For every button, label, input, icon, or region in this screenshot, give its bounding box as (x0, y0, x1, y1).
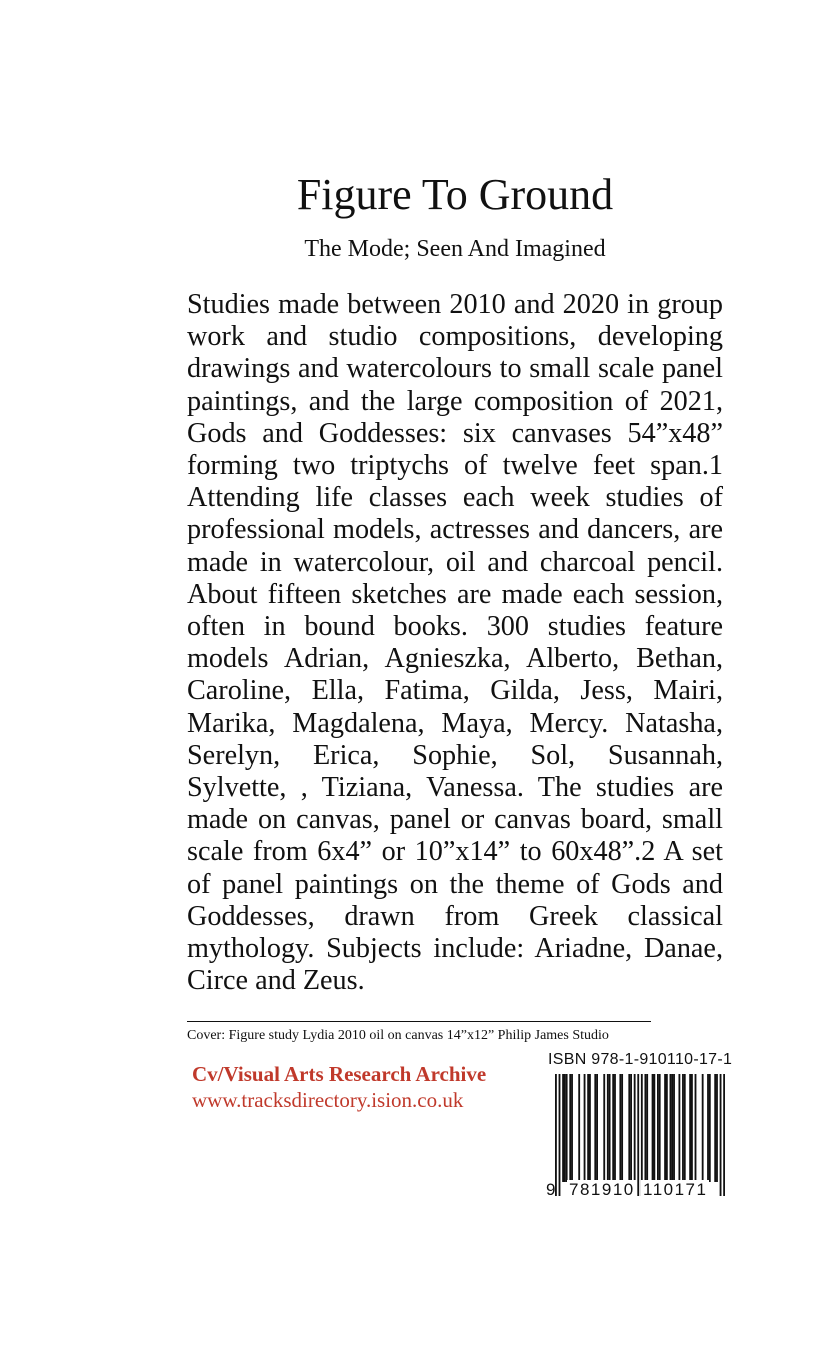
barcode-bar (723, 1074, 725, 1196)
cover-credit: Cover: Figure study Lydia 2010 oil on canvas 14”x12” Philip James Studio (187, 1028, 609, 1043)
barcode-bar (707, 1074, 709, 1182)
barcode-bar (644, 1074, 646, 1182)
footnote-divider (187, 1021, 651, 1022)
barcode-bar (673, 1074, 675, 1182)
barcode-bar (702, 1074, 704, 1182)
barcode-bar (612, 1074, 614, 1182)
book-subtitle: The Mode; Seen And Imagined (304, 236, 606, 262)
barcode-bar (666, 1074, 668, 1182)
barcode-bar (562, 1074, 564, 1182)
barcode-bar (652, 1074, 654, 1182)
publisher-url[interactable]: www.tracksdirectory.ision.co.uk (192, 1088, 464, 1112)
barcode-bar (603, 1074, 605, 1182)
barcode-bar (684, 1074, 686, 1182)
barcode-bar (594, 1074, 596, 1182)
barcode-digits-left: 781910 (569, 1180, 635, 1199)
barcode-bar (559, 1074, 561, 1196)
barcode-bar (584, 1074, 586, 1182)
barcode-bar (628, 1074, 630, 1182)
barcode-bar (653, 1074, 655, 1182)
barcode-bar (691, 1074, 693, 1182)
barcode-digits-right: 110171 (643, 1180, 708, 1199)
blurb-text: Studies made between 2010 and 2020 in group work and studio compositions, developing drawings and watercolours to small scale panel paintings, and the large composition of 2021, Gods and Goddesses: six canvases 54”x48” forming two triptychs of twelve feet span.1 Attending life classes each week studies of professional models, actresses and dancers, are made in watercolour, oil and charcoal pencil. About fifteen sketches are made each session, often in bound books. 300 studies feature models Adrian, Agnieszka, Alberto, Bethan, Caroline, Ella, Fatima, Gilda, Jess, Mairi, Marika, Magdalena, Maya, Mercy. Natasha, Serelyn, Erica, Sophie, Sol, Susannah, Sylvette, , Tiziana, Vanessa. The studies are made on canvas, panel or canvas board, small scale from 6x4” or 10”x14” to 60x48”.2 A set of panel paintings on the theme of Gods and Goddesses, drawn from Greek classical mythology. Subjects include: Ariadne, Danae, Circe and Zeus. (187, 289, 723, 997)
barcode-bar (634, 1074, 636, 1182)
barcode-bar (596, 1074, 598, 1182)
barcode-bar (641, 1074, 643, 1196)
barcode-bar (609, 1074, 611, 1182)
barcode-bar (569, 1074, 571, 1182)
barcode-bar (664, 1074, 666, 1182)
barcode-bar (607, 1074, 609, 1182)
barcode-bar (682, 1074, 684, 1182)
barcode-bar (619, 1074, 621, 1182)
publisher-name: Cv/Visual Arts Research Archive (192, 1062, 487, 1086)
barcode-bar (589, 1074, 591, 1182)
barcode-bar (614, 1074, 616, 1182)
barcode-bar (720, 1074, 722, 1196)
barcode-bar (657, 1074, 659, 1182)
barcode-bar (630, 1074, 632, 1182)
barcode-bar (709, 1074, 711, 1182)
barcode-digits (540, 1180, 730, 1202)
book-title: Figure To Ground (296, 170, 614, 219)
isbn-label: ISBN 978-1-910110-17-1 (548, 1051, 733, 1068)
barcode-bar (670, 1074, 672, 1182)
barcode-bar (695, 1074, 697, 1182)
barcode-bar (564, 1074, 566, 1182)
barcode-bar (555, 1074, 557, 1196)
barcode-bar (646, 1074, 648, 1182)
barcode-bar (571, 1074, 573, 1182)
barcode-bar (637, 1074, 639, 1196)
isbn-barcode (555, 1074, 725, 1196)
barcode-bar (714, 1074, 716, 1182)
barcode-bar (716, 1074, 718, 1182)
barcode-bar (566, 1074, 568, 1182)
barcode-bar (689, 1074, 691, 1182)
barcode-bar (659, 1074, 661, 1182)
barcode-bar (678, 1074, 680, 1182)
barcode-bar (578, 1074, 580, 1182)
barcode-bar (587, 1074, 589, 1182)
barcode-digit-first: 9 (546, 1180, 556, 1199)
barcode-bar (671, 1074, 673, 1182)
barcode-bar (621, 1074, 623, 1182)
